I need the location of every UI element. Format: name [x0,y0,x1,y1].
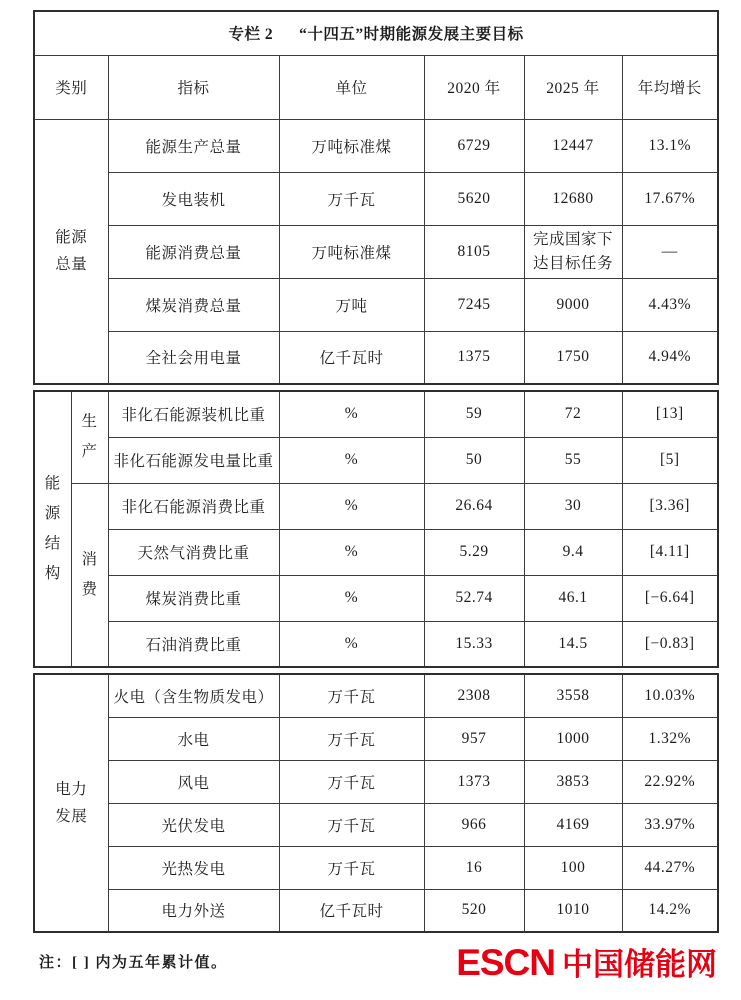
header-unit: 单位 [279,55,424,119]
indicator-cell: 光热发电 [108,846,279,889]
table-title [34,11,718,55]
unit-cell: 万千瓦 [279,717,424,760]
unit-cell: 亿千瓦时 [279,331,424,384]
table-row [34,674,718,717]
unit-cell: 万千瓦 [279,172,424,225]
value-2020-cell: 16 [424,846,524,889]
category-power-development [34,674,108,932]
escn-logo-latin-text: ESCN [456,942,555,984]
indicator-cell: 发电装机 [108,172,279,225]
indicator-cell: 风电 [108,760,279,803]
category-energy-total [34,119,108,384]
table-row [34,889,718,932]
growth-cell: 33.97% [622,803,718,846]
indicator-cell: 煤炭消费比重 [108,575,279,621]
unit-cell: 万吨标准煤 [279,119,424,172]
table-row [34,119,718,172]
value-2020-cell: 59 [424,391,524,437]
growth-cell: 4.43% [622,278,718,331]
footer [33,939,717,984]
category-line: 源 [44,504,61,522]
value-2020-cell: 26.64 [424,483,524,529]
value-2025-cell: 12680 [524,172,622,225]
value-2025-cell: 1010 [524,889,622,932]
category-line: 结 [44,535,61,553]
value-2020-cell: 2308 [424,674,524,717]
subcategory-consumption [71,483,108,667]
value-2020-cell: 50 [424,437,524,483]
value-2020-cell: 5.29 [424,529,524,575]
escn-logo-chinese-text: 中国储能网 [562,947,717,983]
category-line: 电力 [55,780,88,798]
target-task-text: 完成国家下达目标任务 [532,230,613,272]
value-2025-cell: 9.4 [524,529,622,575]
unit-cell: 亿千瓦时 [279,889,424,932]
table-row [34,846,718,889]
table-row [34,172,718,225]
subcategory-line: 费 [81,580,98,598]
value-2025-cell: 55 [524,437,622,483]
value-2020-cell: 7245 [424,278,524,331]
value-2025-cell: 46.1 [524,575,622,621]
table-row [34,437,718,483]
value-2020-cell: 52.74 [424,575,524,621]
header-growth: 年均增长 [622,55,718,119]
value-2020-cell: 8105 [424,225,524,278]
indicator-cell: 火电（含生物质发电） [108,674,279,717]
table-row [34,331,718,384]
category-line: 能源 [55,229,88,247]
growth-cell: 22.92% [622,760,718,803]
growth-cell: 44.27% [622,846,718,889]
unit-cell: 万千瓦 [279,846,424,889]
value-2025-cell: 3853 [524,760,622,803]
growth-cell: 17.67% [622,172,718,225]
value-2020-cell: 15.33 [424,621,524,667]
unit-cell: 万吨 [279,278,424,331]
indicator-cell: 非化石能源装机比重 [108,391,279,437]
indicator-cell: 石油消费比重 [108,621,279,667]
value-2025-cell: 12447 [524,119,622,172]
indicator-cell: 电力外送 [108,889,279,932]
growth-cell: 13.1% [622,119,718,172]
indicator-cell: 非化石能源发电量比重 [108,437,279,483]
growth-cell: [−6.64] [622,575,718,621]
category-energy-structure [34,391,71,667]
value-2020-cell: 1373 [424,760,524,803]
unit-cell: % [279,483,424,529]
header-2025: 2025 年 [524,55,622,119]
category-line: 能 [44,474,61,492]
category-line: 构 [44,565,61,583]
energy-table-block-total [33,10,719,385]
unit-cell: % [279,529,424,575]
growth-cell: 14.2% [622,889,718,932]
growth-cell: — [622,225,718,278]
table-row [34,760,718,803]
unit-cell: % [279,575,424,621]
value-2025-cell: 1750 [524,331,622,384]
escn-logo [456,939,717,984]
unit-cell: 万千瓦 [279,674,424,717]
unit-cell: % [279,621,424,667]
growth-cell: [−0.83] [622,621,718,667]
category-line: 总量 [55,256,88,274]
indicator-cell: 非化石能源消费比重 [108,483,279,529]
table-row [34,278,718,331]
value-2025-cell: 72 [524,391,622,437]
subcategory-line: 生 [81,413,98,431]
unit-cell: 万吨标准煤 [279,225,424,278]
table-row [34,225,718,278]
value-2020-cell: 5620 [424,172,524,225]
growth-cell: 10.03% [622,674,718,717]
subcategory-production [71,391,108,483]
footnote: 注：[ ] 内为五年累计值。 [39,955,228,972]
value-2025-cell [524,225,622,278]
value-2025-cell: 100 [524,846,622,889]
category-line: 发展 [55,808,88,826]
table-title-row [34,11,718,55]
table-header-row [34,55,718,119]
growth-cell: 4.94% [622,331,718,384]
growth-cell: [5] [622,437,718,483]
subcategory-line: 消 [81,550,98,568]
header-indicator: 指标 [108,55,279,119]
unit-cell: 万千瓦 [279,803,424,846]
table-title-prefix: 专栏 2 [228,26,274,44]
value-2020-cell: 957 [424,717,524,760]
value-2020-cell: 966 [424,803,524,846]
indicator-cell: 煤炭消费总量 [108,278,279,331]
growth-cell: [4.11] [622,529,718,575]
growth-cell: [13] [622,391,718,437]
energy-table-block-structure [33,390,719,668]
table-row [34,717,718,760]
indicator-cell: 能源消费总量 [108,225,279,278]
table-row [34,803,718,846]
indicator-cell: 全社会用电量 [108,331,279,384]
table-title-main: “十四五”时期能源发展主要目标 [299,26,524,44]
header-category: 类别 [34,55,108,119]
unit-cell: % [279,391,424,437]
table-row [34,483,718,529]
value-2025-cell: 9000 [524,278,622,331]
unit-cell: 万千瓦 [279,760,424,803]
energy-table-block-power [33,673,719,933]
table-row [34,621,718,667]
value-2025-cell: 14.5 [524,621,622,667]
table-row [34,575,718,621]
table-row [34,529,718,575]
header-2020: 2020 年 [424,55,524,119]
value-2020-cell: 520 [424,889,524,932]
table-row [34,391,718,437]
indicator-cell: 能源生产总量 [108,119,279,172]
indicator-cell: 天然气消费比重 [108,529,279,575]
value-2025-cell: 3558 [524,674,622,717]
value-2025-cell: 1000 [524,717,622,760]
value-2020-cell: 1375 [424,331,524,384]
unit-cell: % [279,437,424,483]
growth-cell: 1.32% [622,717,718,760]
value-2025-cell: 4169 [524,803,622,846]
indicator-cell: 水电 [108,717,279,760]
subcategory-line: 产 [81,443,98,461]
growth-cell: [3.36] [622,483,718,529]
value-2020-cell: 6729 [424,119,524,172]
indicator-cell: 光伏发电 [108,803,279,846]
value-2025-cell: 30 [524,483,622,529]
